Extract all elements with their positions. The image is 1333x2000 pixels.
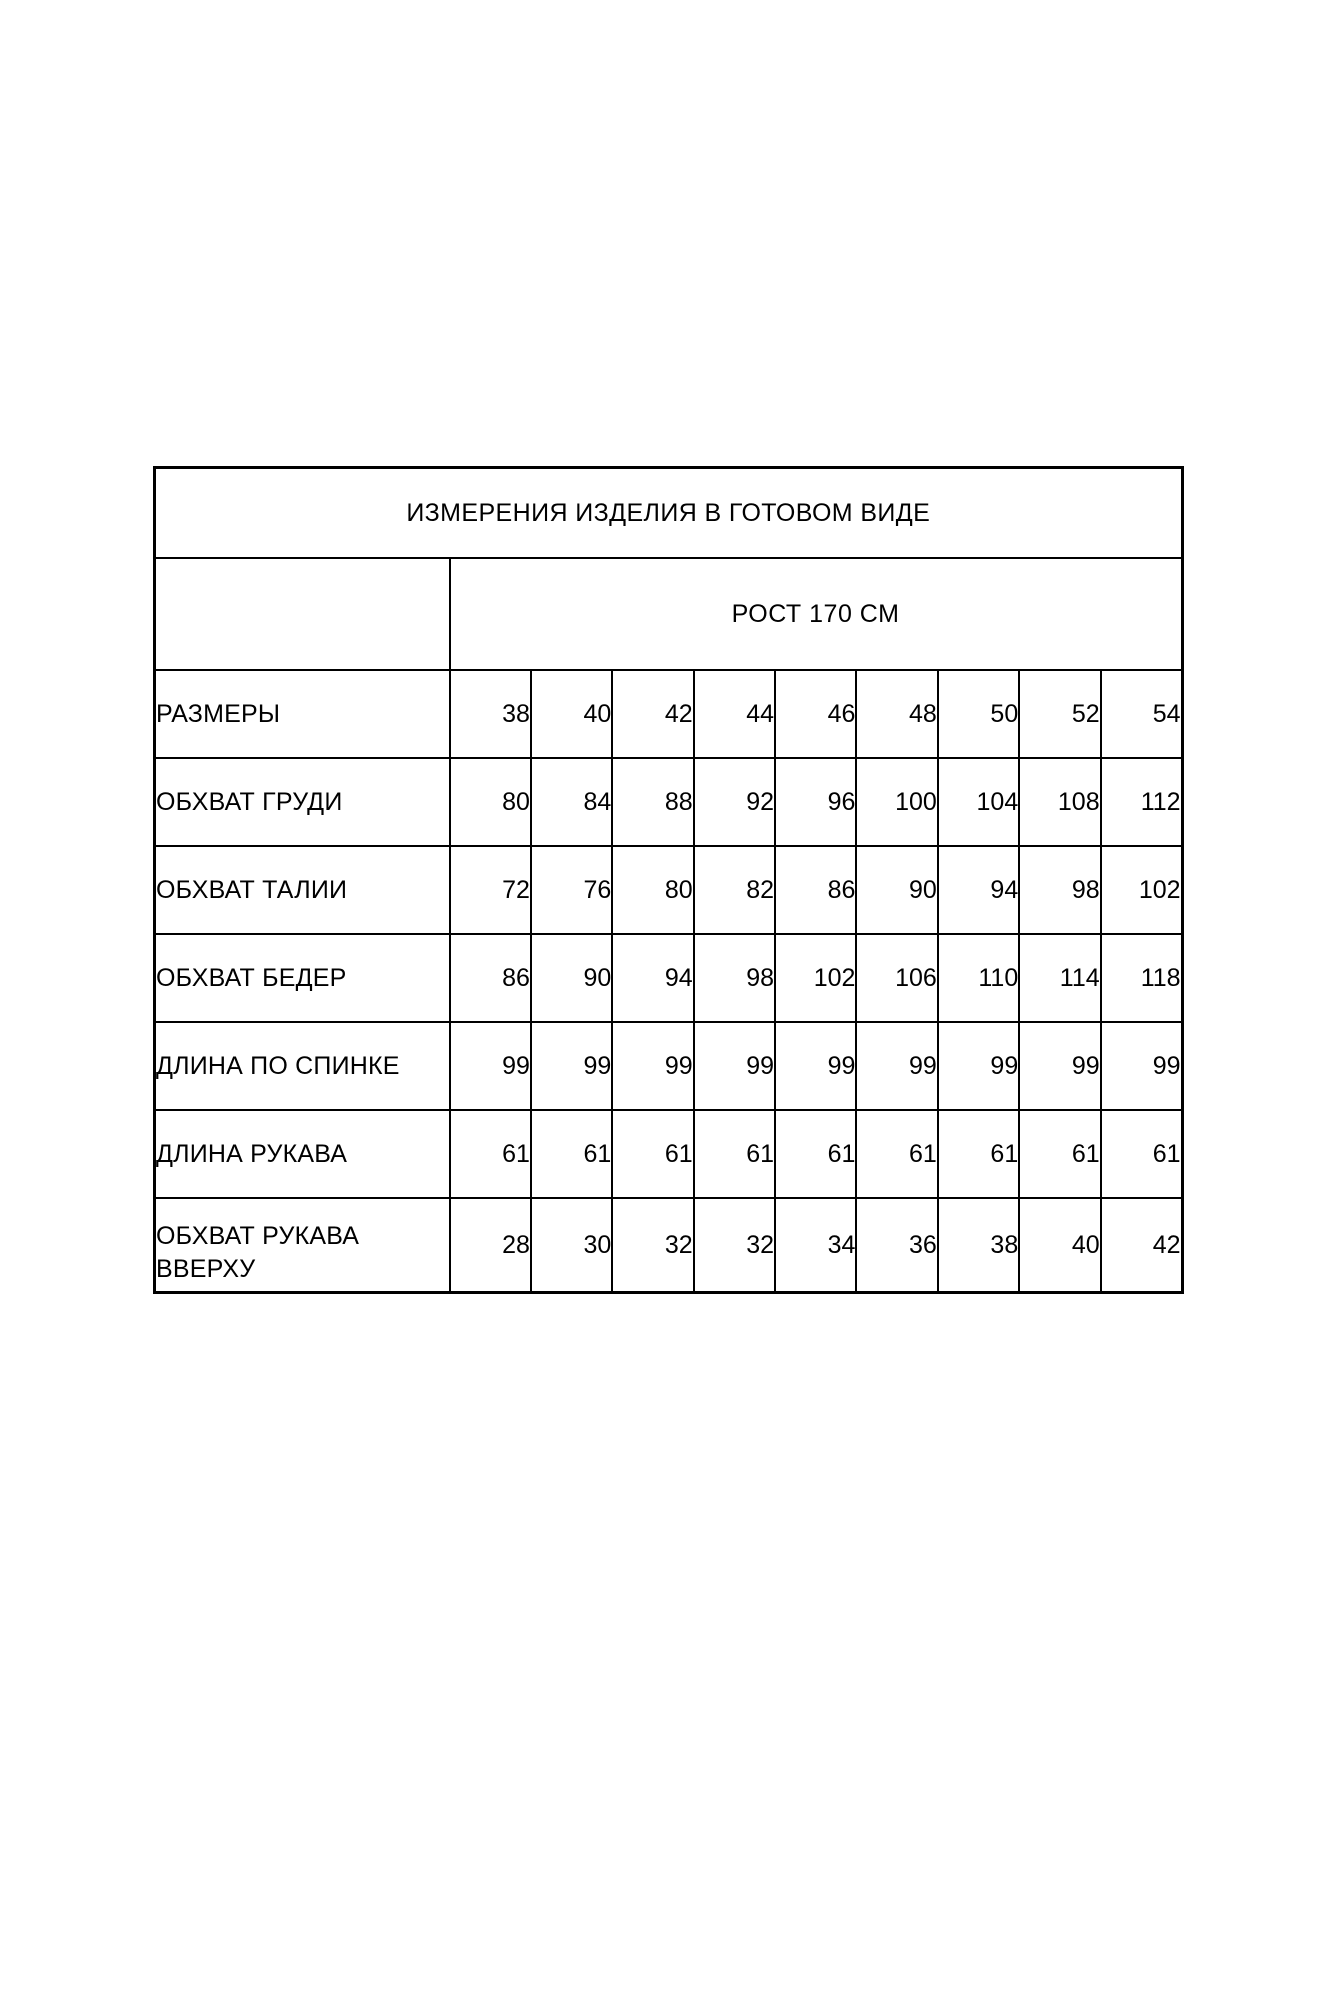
cell-value: 100: [856, 758, 937, 846]
cell-value: 54: [1101, 670, 1182, 758]
row-label-sizes: РАЗМЕРЫ: [155, 670, 450, 758]
cell-value: 114: [1019, 934, 1100, 1022]
empty-corner-cell: [155, 558, 450, 670]
row-label-line2: ВВЕРХУ: [156, 1254, 256, 1283]
cell-value: 50: [938, 670, 1019, 758]
row-label-sleeve-girth: [155, 1198, 450, 1293]
cell-value: 80: [450, 758, 531, 846]
cell-value: 108: [1019, 758, 1100, 846]
cell-value: 48: [856, 670, 937, 758]
cell-value: 99: [694, 1022, 775, 1110]
cell-value: 99: [938, 1022, 1019, 1110]
cell-value: 110: [938, 934, 1019, 1022]
cell-value: 52: [1019, 670, 1100, 758]
measurements-table: [153, 466, 1184, 1294]
height-group-row: [155, 558, 1183, 670]
table-row: [155, 1110, 1183, 1198]
height-group-label: РОСТ 170 СМ: [450, 558, 1183, 670]
row-label-hips: ОБХВАТ БЕДЕР: [155, 934, 450, 1022]
cell-value: 94: [938, 846, 1019, 934]
cell-value: 98: [694, 934, 775, 1022]
cell-value: 44: [694, 670, 775, 758]
measurements-sheet: [153, 466, 1180, 1294]
cell-value: 99: [775, 1022, 856, 1110]
cell-value: 88: [612, 758, 693, 846]
cell-value: 99: [531, 1022, 612, 1110]
cell-value: 76: [531, 846, 612, 934]
cell-value: 32: [612, 1198, 693, 1293]
cell-value: 40: [1019, 1198, 1100, 1293]
cell-value: 118: [1101, 934, 1182, 1022]
cell-value: 99: [1019, 1022, 1100, 1110]
cell-value: 102: [1101, 846, 1182, 934]
row-label-back-length: ДЛИНА ПО СПИНКЕ: [155, 1022, 450, 1110]
cell-value: 61: [612, 1110, 693, 1198]
cell-value: 90: [856, 846, 937, 934]
cell-value: 30: [531, 1198, 612, 1293]
cell-value: 38: [450, 670, 531, 758]
cell-value: 84: [531, 758, 612, 846]
cell-value: 80: [612, 846, 693, 934]
cell-value: 38: [938, 1198, 1019, 1293]
cell-value: 61: [1019, 1110, 1100, 1198]
cell-value: 99: [450, 1022, 531, 1110]
cell-value: 96: [775, 758, 856, 846]
cell-value: 86: [775, 846, 856, 934]
table-row: [155, 934, 1183, 1022]
cell-value: 32: [694, 1198, 775, 1293]
row-label-waist: ОБХВАТ ТАЛИИ: [155, 846, 450, 934]
cell-value: 42: [1101, 1198, 1182, 1293]
cell-value: 61: [856, 1110, 937, 1198]
table-row: [155, 1022, 1183, 1110]
page-title: ИЗМЕРЕНИЯ ИЗДЕЛИЯ В ГОТОВОМ ВИДЕ: [155, 468, 1183, 559]
table-row: [155, 846, 1183, 934]
table-row: [155, 670, 1183, 758]
cell-value: 34: [775, 1198, 856, 1293]
cell-value: 86: [450, 934, 531, 1022]
cell-value: 99: [1101, 1022, 1182, 1110]
cell-value: 102: [775, 934, 856, 1022]
cell-value: 94: [612, 934, 693, 1022]
row-label-sleeve-length: ДЛИНА РУКАВА: [155, 1110, 450, 1198]
cell-value: 106: [856, 934, 937, 1022]
cell-value: 46: [775, 670, 856, 758]
cell-value: 82: [694, 846, 775, 934]
cell-value: 90: [531, 934, 612, 1022]
row-label-chest: ОБХВАТ ГРУДИ: [155, 758, 450, 846]
cell-value: 36: [856, 1198, 937, 1293]
cell-value: 42: [612, 670, 693, 758]
cell-value: 92: [694, 758, 775, 846]
row-label-line1: ОБХВАТ РУКАВА: [156, 1222, 360, 1250]
cell-value: 72: [450, 846, 531, 934]
cell-value: 104: [938, 758, 1019, 846]
cell-value: 61: [694, 1110, 775, 1198]
cell-value: 99: [856, 1022, 937, 1110]
cell-value: 99: [612, 1022, 693, 1110]
table-row: [155, 758, 1183, 846]
cell-value: 61: [1101, 1110, 1182, 1198]
cell-value: 61: [531, 1110, 612, 1198]
cell-value: 112: [1101, 758, 1182, 846]
cell-value: 61: [450, 1110, 531, 1198]
cell-value: 61: [938, 1110, 1019, 1198]
cell-value: 61: [775, 1110, 856, 1198]
table-row: [155, 1198, 1183, 1293]
cell-value: 40: [531, 670, 612, 758]
table-title-row: [155, 468, 1183, 559]
cell-value: 28: [450, 1198, 531, 1293]
cell-value: 98: [1019, 846, 1100, 934]
